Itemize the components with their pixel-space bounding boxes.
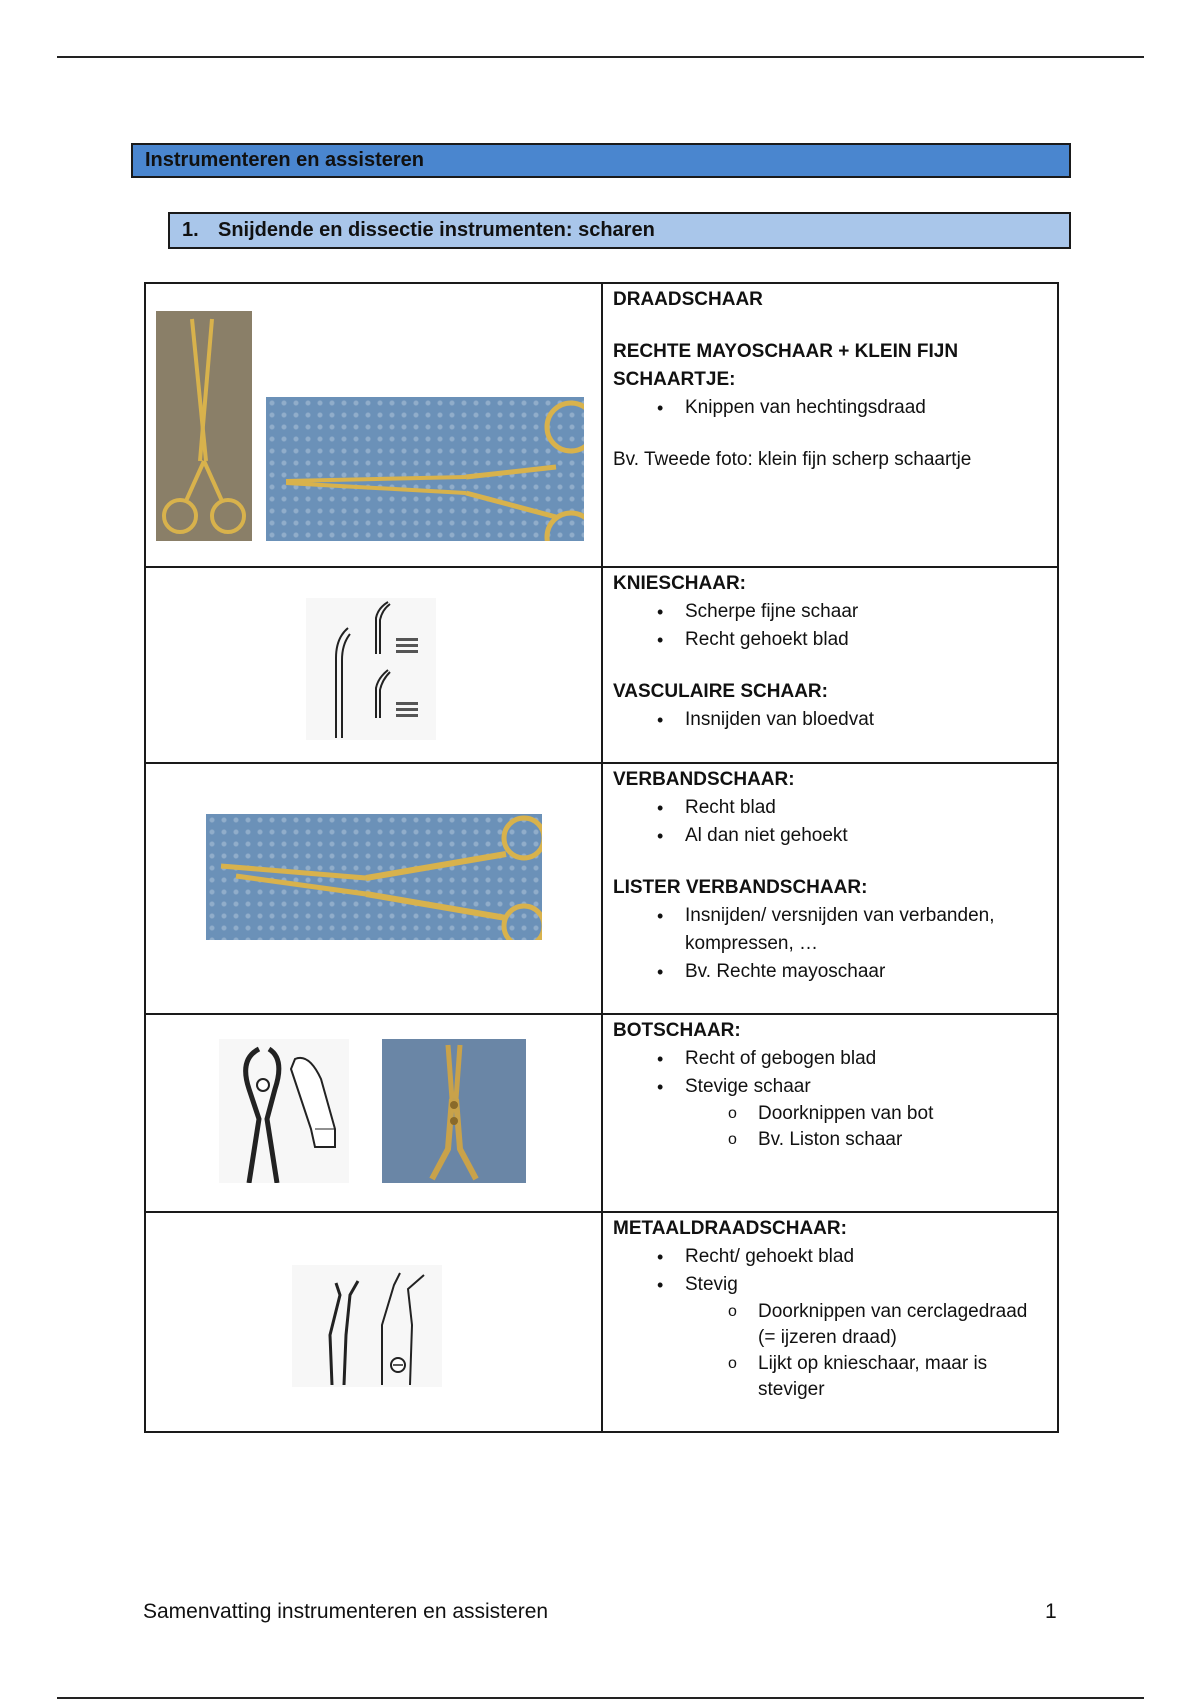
footer-title: Samenvatting instrumenteren en assisteren [143, 1600, 549, 1623]
instrument-heading: BOTSCHAAR: [613, 1020, 741, 1041]
knee-scissors-drawing [306, 598, 436, 740]
table-row [145, 1212, 1058, 1432]
liston-scissors-photo [382, 1039, 526, 1183]
instrument-heading: VASCULAIRE SCHAAR: [613, 681, 828, 702]
bandage-scissors-photo [206, 814, 542, 940]
sub-bullet-list [613, 1101, 1047, 1153]
bullet-list [613, 1045, 1047, 1101]
list-item: • Al dan niet gehoekt [613, 822, 1047, 850]
instrument-heading: RECHTE MAYOSCHAAR + KLEIN FIJN SCHAARTJE: [613, 341, 959, 390]
table-row [145, 567, 1058, 763]
text-cell [602, 1014, 1058, 1212]
image-cell [145, 763, 602, 1014]
instrument-heading: METAALDRAADSCHAAR: [613, 1218, 847, 1239]
bullet-list [613, 902, 1047, 986]
text-cell [602, 1212, 1058, 1432]
image-cell [145, 567, 602, 763]
sub-list-item: o Lijkt op knieschaar, maar is steviger [613, 1351, 1047, 1403]
bone-cutter-drawing [219, 1039, 349, 1183]
instrument-heading: VERBANDSCHAAR: [613, 769, 795, 790]
top-rule [57, 56, 1144, 58]
image-cell [145, 283, 602, 567]
bullet-list [613, 706, 1047, 734]
fine-scissors-photo [266, 397, 584, 541]
document-title-banner [131, 143, 1071, 178]
image-cell [145, 1014, 602, 1212]
instrument-heading: DRAADSCHAAR [613, 289, 763, 310]
list-item: • Stevig [613, 1271, 1047, 1299]
bullet-list [613, 394, 1047, 422]
list-item: • Stevige schaar [613, 1073, 1047, 1101]
section-number: 1. [182, 219, 199, 241]
sub-bullet-list [613, 1299, 1047, 1403]
sub-list-item: o Doorknippen van bot [613, 1101, 1047, 1127]
text-cell [602, 763, 1058, 1014]
list-item: • Knippen van hechtingsdraad [613, 394, 1047, 422]
list-item: • Scherpe fijne schaar [613, 598, 1047, 626]
mayo-scissors-photo [156, 311, 252, 541]
instrument-table [144, 282, 1059, 1433]
wire-cutter-drawing [292, 1265, 442, 1387]
section-title: Snijdende en dissectie instrumenten: scharen [218, 219, 655, 241]
note-text: Bv. Tweede foto: klein fijn scherp schaartje [613, 449, 972, 470]
bullet-list [613, 598, 1047, 654]
section-heading-banner [168, 212, 1071, 249]
table-row [145, 1014, 1058, 1212]
list-item: • Recht gehoekt blad [613, 626, 1047, 654]
document-title: Instrumenteren en assisteren [145, 149, 424, 171]
table-row [145, 283, 1058, 567]
table-row [145, 763, 1058, 1014]
list-item: • Insnijden van bloedvat [613, 706, 1047, 734]
page-number: 1 [1045, 1600, 1057, 1623]
list-item: • Recht/ gehoekt blad [613, 1243, 1047, 1271]
text-cell [602, 567, 1058, 763]
list-item: • Recht blad [613, 794, 1047, 822]
image-cell [145, 1212, 602, 1432]
list-item: • Bv. Rechte mayoschaar [613, 958, 1047, 986]
bullet-list [613, 794, 1047, 850]
instrument-heading: LISTER VERBANDSCHAAR: [613, 877, 868, 898]
sub-list-item: o Bv. Liston schaar [613, 1127, 1047, 1153]
text-cell [602, 283, 1058, 567]
sub-list-item: o Doorknippen van cerclagedraad (= ijzeren draad) [613, 1299, 1047, 1351]
bottom-rule [57, 1697, 1144, 1699]
instrument-heading: KNIESCHAAR: [613, 573, 746, 594]
list-item: • Insnijden/ versnijden van verbanden, kompressen, … [613, 902, 1047, 958]
bullet-list [613, 1243, 1047, 1299]
list-item: • Recht of gebogen blad [613, 1045, 1047, 1073]
